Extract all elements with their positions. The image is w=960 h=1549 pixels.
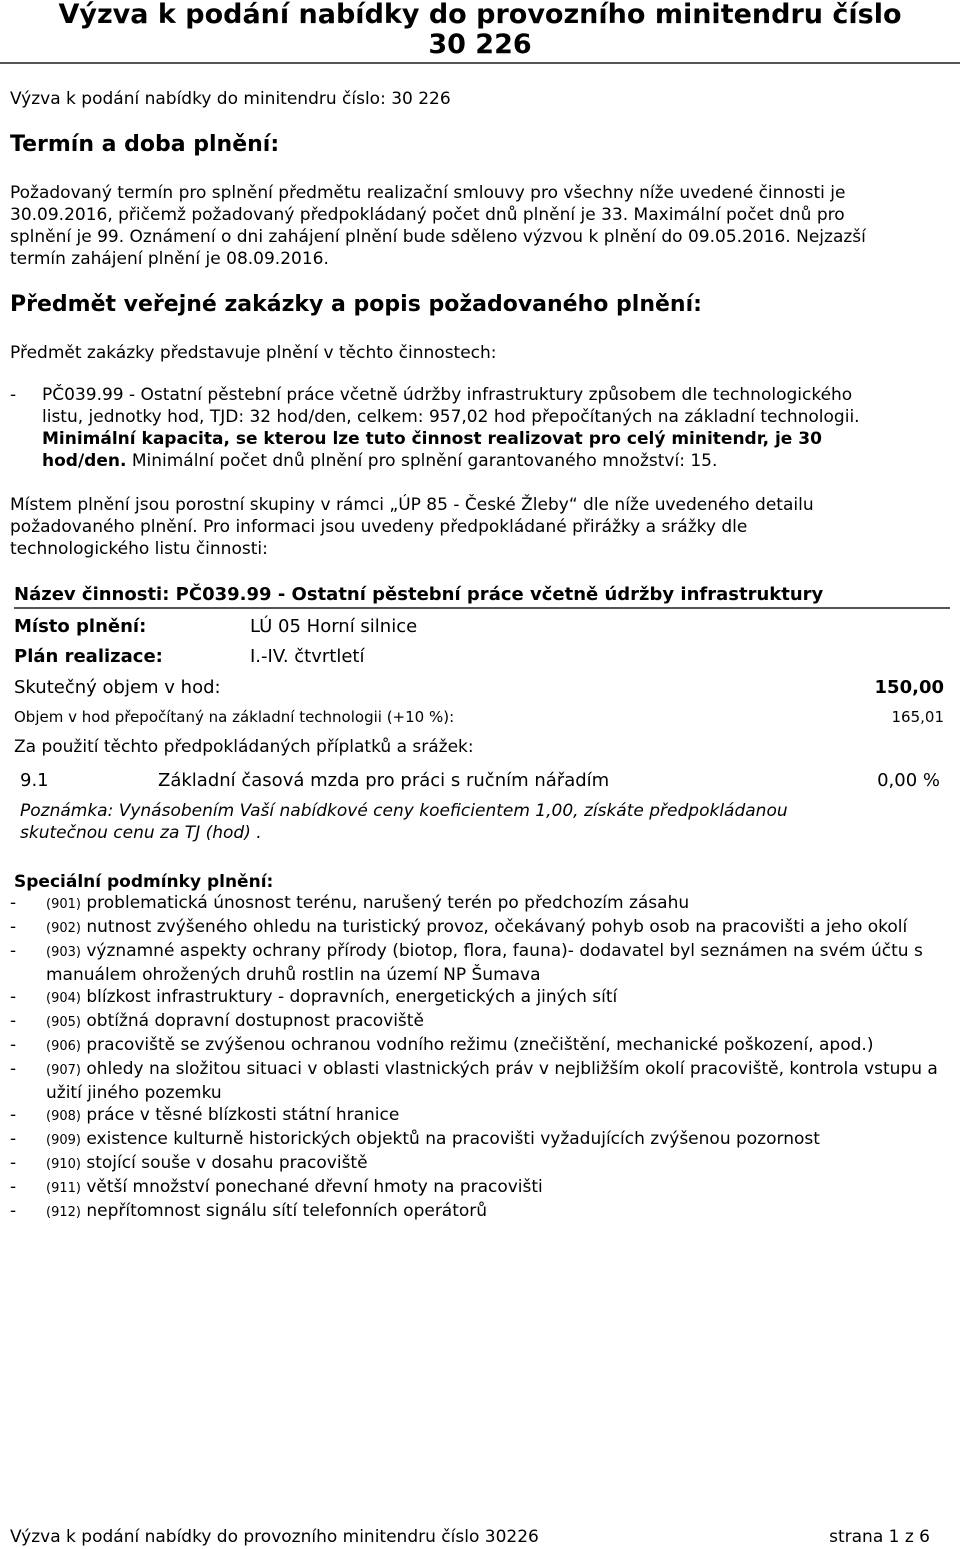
condition-item: [10, 1152, 942, 1176]
condition-code: (904): [46, 991, 81, 1006]
term-line: splnění je 99. Oznámení o dni zahájení plnění bude sděleno výzvou k plnění do 09.05.2016. Nejzazší: [10, 227, 866, 247]
term-paragraph: [10, 182, 938, 270]
surcharge-row: [20, 769, 940, 793]
place-line: technologického listu činnosti:: [10, 539, 268, 559]
actual-volume-label: Skutečný objem v hod:: [14, 677, 221, 698]
converted-volume-row: [14, 705, 944, 729]
condition-text: nepřítomnost signálu sítí telefonních operátorů: [80, 1201, 488, 1221]
page-footer: [10, 1526, 930, 1548]
condition-text: významné aspekty ochrany přírody (biotop, flora, fauna)- dodavatel byl seznámen na svém účtu s manuálem ohrožených druhů rostlin na území NP Šumava: [46, 941, 923, 985]
list-dash: -: [10, 893, 17, 913]
converted-volume-value: 165,01: [891, 708, 944, 726]
condition-text: obtížná dopravní dostupnost pracoviště: [80, 1011, 424, 1031]
condition-text: nutnost zvýšeného ohledu na turistický provoz, očekávaný pohyb osob na pracovišti a jeho okolí: [80, 917, 908, 937]
activity-item-line: listu, jednotky hod, TJD: 32 hod/den, celkem: 957,02 hod přepočítaných na základní technologii.: [42, 407, 860, 427]
condition-item: [10, 1034, 942, 1058]
list-dash: -: [10, 1177, 17, 1197]
condition-item: [10, 1176, 942, 1200]
special-conditions-heading: Speciální podmínky plnění:: [14, 872, 274, 892]
actual-volume-row: [14, 676, 944, 700]
list-dash: -: [10, 1035, 17, 1055]
list-dash: -: [10, 917, 17, 937]
page-number: strana 1 z 6: [829, 1527, 930, 1547]
note-line: Poznámka: Vynásobením Vaší nabídkové ceny koeficientem 1,00, získáte předpokládanou: [20, 801, 788, 821]
list-dash: -: [10, 1059, 17, 1079]
condition-code: (905): [46, 1015, 81, 1030]
place-line: požadovaného plnění. Pro informaci jsou uvedeny předpokládané přirážky a srážky dle: [10, 517, 748, 537]
section-heading-term: Termín a doba plnění:: [10, 132, 280, 157]
capacity-text: Minimální kapacita, se kterou lze tuto činnost realizovat pro celý minitendr, je 30: [42, 429, 822, 449]
place-label: Místo plnění:: [14, 616, 147, 637]
list-dash: -: [10, 1153, 17, 1173]
condition-item: [10, 940, 942, 986]
condition-item: [10, 1058, 942, 1104]
activity-title: Název činnosti: PČ039.99 - Ostatní pěstební práce včetně údržby infrastruktury: [14, 583, 950, 609]
place-paragraph: [10, 494, 938, 560]
term-line: Požadovaný termín pro splnění předmětu realizační smlouvy pro všechny níže uvedené činnosti je: [10, 183, 846, 203]
list-dash: -: [10, 941, 17, 961]
condition-item: [10, 892, 942, 916]
section-heading-subject: Předmět veřejné zakázky a popis požadovaného plnění:: [10, 292, 702, 317]
list-dash: -: [10, 385, 17, 405]
note: [20, 800, 944, 844]
condition-text: problematická únosnost terénu, narušený terén po předchozím zásahu: [80, 893, 690, 913]
intro-text: Výzva k podání nabídky do minitendru číslo: 30 226: [10, 89, 451, 109]
actual-volume-value: 150,00: [874, 677, 944, 698]
converted-volume-label: Objem v hod přepočítaný na základní technologii (+10 %):: [14, 708, 455, 726]
condition-item: [10, 1128, 942, 1152]
place-line: Místem plnění jsou porostní skupiny v rámci „ÚP 85 - České Žleby“ dle níže uvedeného detailu: [10, 495, 814, 515]
condition-code: (902): [46, 921, 81, 936]
special-conditions-list: [10, 892, 942, 1224]
condition-text: ohledy na složitou situaci v oblasti vlastnických práv v nejbližším okolí pracoviště, kontrola vstupu a užití jiného pozemku: [46, 1059, 938, 1103]
term-line: termín zahájení plnění je 08.09.2016.: [10, 249, 329, 269]
condition-item: [10, 986, 942, 1010]
min-days-text: Minimální počet dnů plnění pro splnění garantovaného množství: 15.: [126, 451, 718, 471]
condition-code: (909): [46, 1133, 81, 1148]
page-title: [0, 0, 960, 64]
activity-item: [10, 384, 938, 472]
condition-code: (907): [46, 1063, 81, 1078]
condition-code: (912): [46, 1205, 81, 1220]
term-line: 30.09.2016, přičemž požadovaný předpokládaný počet dnů plnění je 33. Maximální počet dnů pro: [10, 205, 845, 225]
condition-code: (903): [46, 945, 81, 960]
condition-item: [10, 1010, 942, 1034]
condition-code: (901): [46, 897, 81, 912]
condition-text: blízkost infrastruktury - dopravních, energetických a jiných sítí: [80, 987, 618, 1007]
footer-title: Výzva k podání nabídky do provozního minitendru číslo 30226: [10, 1527, 539, 1547]
plan-label: Plán realizace:: [14, 646, 163, 667]
list-dash: -: [10, 1129, 17, 1149]
capacity-unit: hod/den.: [42, 451, 127, 471]
note-line: skutečnou cenu za TJ (hod) .: [20, 823, 262, 843]
condition-item: [10, 1200, 942, 1224]
page-title-line2: 30 226: [428, 29, 532, 60]
place-value: LÚ 05 Horní silnice: [250, 616, 418, 637]
condition-code: (910): [46, 1157, 81, 1172]
list-dash: -: [10, 1201, 17, 1221]
activity-item-line: PČ039.99 - Ostatní pěstební práce včetně údržby infrastruktury způsobem dle technologického: [42, 385, 853, 405]
list-dash: -: [10, 1011, 17, 1031]
condition-text: stojící souše v dosahu pracoviště: [80, 1153, 368, 1173]
list-dash: -: [10, 987, 17, 1007]
surcharges-label: Za použití těchto předpokládaných příplatků a srážek:: [14, 737, 474, 757]
condition-text: existence kulturně historických objektů na pracovišti vyžadujících zvýšenou pozornost: [80, 1129, 820, 1149]
plan-value: I.-IV. čtvrtletí: [250, 646, 365, 667]
page-title-line1: Výzva k podání nabídky do provozního minitendru číslo: [58, 0, 902, 30]
condition-code: (908): [46, 1109, 81, 1124]
surcharge-name: Základní časová mzda pro práci s ručním nářadím: [158, 770, 610, 791]
condition-code: (911): [46, 1181, 81, 1196]
condition-code: (906): [46, 1039, 81, 1054]
condition-text: práce v těsné blízkosti státní hranice: [80, 1105, 400, 1125]
list-dash: -: [10, 1105, 17, 1125]
surcharge-code: 9.1: [20, 770, 49, 791]
surcharge-value: 0,00 %: [877, 770, 940, 791]
condition-text: pracoviště se zvýšenou ochranou vodního režimu (znečištění, mechanické poškození, apod.): [80, 1035, 874, 1055]
condition-item: [10, 916, 942, 940]
condition-item: [10, 1104, 942, 1128]
condition-text: větší množství ponechané dřevní hmoty na pracovišti: [80, 1177, 543, 1197]
subject-intro: Předmět zakázky představuje plnění v těchto činnostech:: [10, 343, 497, 363]
